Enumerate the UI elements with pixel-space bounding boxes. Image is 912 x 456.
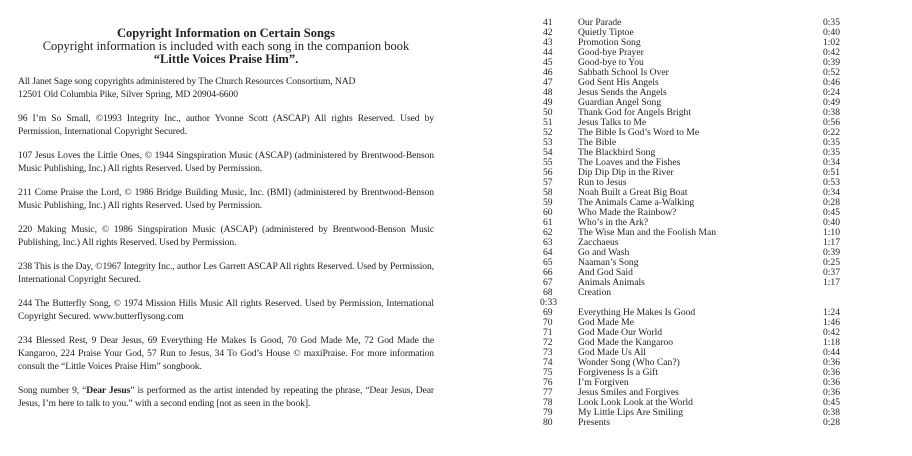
track-number: 68: [543, 287, 553, 298]
track-number: 53: [543, 137, 553, 148]
track-number: 46: [543, 67, 553, 78]
track-number: 54: [543, 147, 553, 158]
track-title: Our Parade: [578, 17, 622, 28]
track-number: 59: [543, 197, 553, 208]
track-title: Jesus Talks to Me: [578, 117, 647, 128]
track-title: Wonder Song (Who Can?): [578, 357, 680, 368]
copyright-paragraph: 238 This is the Day, ©1967 Integrity Inc., author Les Garrett ASCAP All rights Reserved. Used by Permission, International Copyright Secured.: [18, 261, 434, 285]
track-duration: 0:42: [822, 327, 840, 338]
track-number: 51: [543, 117, 553, 128]
track-title: God Made Us All: [578, 347, 646, 358]
track-duration: 0:40: [822, 27, 840, 38]
track-row: [540, 418, 840, 428]
track-title: Look Look Look at the World: [578, 397, 693, 408]
track-number: 73: [543, 347, 553, 358]
track-duration: 0:28: [822, 417, 840, 428]
track-number: 76: [543, 377, 553, 388]
track-number: 42: [543, 27, 553, 38]
track-duration: 0:52: [822, 67, 840, 78]
track-number: 64: [543, 247, 553, 258]
track-title: Quietly Tiptoe: [578, 27, 634, 38]
copyright-paragraph: 234 Blessed Rest, 9 Dear Jesus, 69 Everything He Makes Is Good, 70 God Made Me, 72 God Made the Kangaroo, 224 Praise Your God, 57 Run to Jesus, 34 To God’s House © maxiPraise. For more information consult the “Little Voices Praise Him” songbook.: [18, 335, 434, 372]
track-duration: 0:42: [822, 47, 840, 58]
track-duration: 0:56: [822, 117, 840, 128]
track-number: 75: [543, 367, 553, 378]
track-duration: 0:44: [822, 347, 840, 358]
track-duration: 0:38: [822, 407, 840, 418]
track-number: 80: [543, 417, 553, 428]
copyright-panel: [18, 27, 434, 410]
track-title: Creation: [578, 287, 612, 298]
track-title: God Made the Kangaroo: [578, 337, 674, 348]
track-number: 77: [543, 387, 553, 398]
track-duration: 0:36: [822, 387, 840, 398]
track-number: 57: [543, 177, 553, 188]
track-title: Jesus Sends the Angels: [578, 87, 667, 98]
track-duration: 1:46: [822, 317, 840, 328]
track-title: Promotion Song: [578, 37, 641, 48]
track-duration: 0:53: [822, 177, 840, 188]
track-title: The Bible Is God’s Word to Me: [578, 127, 700, 138]
track-number: 63: [543, 237, 553, 248]
track-number: 49: [543, 97, 553, 108]
track-duration: 0:28: [822, 197, 840, 208]
track-list: [540, 18, 840, 428]
track-title: And God Said: [578, 267, 633, 278]
track-number: 78: [543, 397, 553, 408]
track-duration: 0:46: [822, 77, 840, 88]
copyright-paragraph: 244 The Butterfly Song, © 1974 Mission Hills Music All rights Reserved. Used by Permission, International Copyright Secured. www.butterflysong.com: [18, 298, 434, 322]
copyright-paragraph: 107 Jesus Loves the Little Ones, © 1944 Singspiration Music (ASCAP) (administered by Brentwood-Benson Music Publishing, Inc.) All rights Reserved. Used by Permission.: [18, 150, 434, 174]
track-number: 70: [543, 317, 553, 328]
track-duration: 0:38: [822, 107, 840, 118]
track-title: Who Made the Rainbow?: [578, 207, 677, 218]
copyright-paragraph: 211 Come Praise the Lord, © 1986 Bridge Building Music, Inc. (BMI) (administered by Brentwood-Benson Music Publishing, Inc.) All rights Reserved. Used by Permission.: [18, 187, 434, 211]
track-duration: 0:45: [822, 397, 840, 408]
track-title: Animals Animals: [578, 277, 645, 288]
track-duration: 1:02: [822, 37, 840, 48]
track-duration: 0:34: [822, 157, 840, 168]
track-number: 41: [543, 17, 553, 28]
track-title: Guardian Angel Song: [578, 97, 662, 108]
track-title: The Loaves and the Fishes: [578, 157, 681, 168]
track-title: Dip Dip Dip in the River: [578, 167, 674, 178]
track-number: 62: [543, 227, 553, 238]
track-number: 61: [543, 217, 553, 228]
track-duration: 0:36: [822, 357, 840, 368]
track-title: I’m Forgiven: [578, 377, 629, 388]
track-title: Naaman’s Song: [578, 257, 639, 268]
track-duration: 0:24: [822, 87, 840, 98]
track-title: Run to Jesus: [578, 177, 627, 188]
track-number: 72: [543, 337, 553, 348]
track-duration: 1:10: [822, 227, 840, 238]
track-number: 69: [543, 307, 553, 318]
note-prefix: Song number 9, “: [18, 385, 87, 396]
track-title: Who’s in the Ark?: [578, 217, 649, 228]
track-title: The Wise Man and the Foolish Man: [578, 227, 716, 238]
track-number: 65: [543, 257, 553, 268]
track-duration: 0:49: [822, 97, 840, 108]
track-duration: 0:45: [822, 207, 840, 218]
track-number: 79: [543, 407, 553, 418]
note-suffix: ” is performed as the artist intended by repeating the phrase, “Dear Jesus, Dear Jesus, I’m here to talk to you.” with a second ending [not as seen in the book].: [18, 385, 434, 409]
track-duration: 1:17: [822, 277, 840, 288]
track-duration: 0:39: [822, 247, 840, 258]
admin-notice: [18, 75, 434, 101]
track-title: The Bible: [578, 137, 617, 148]
track-title: Zacchaeus: [578, 237, 619, 248]
track-duration: 0:22: [822, 127, 840, 138]
track-number: 56: [543, 167, 553, 178]
track-duration: 0:39: [822, 57, 840, 68]
track-number: 50: [543, 107, 553, 118]
track-duration: 0:35: [822, 137, 840, 148]
track-title: God Made Me: [578, 317, 634, 328]
track-title: Noah Built a Great Big Boat: [578, 187, 688, 198]
track-duration: 0:36: [822, 367, 840, 378]
track-number: 47: [543, 77, 553, 88]
track-duration: 0:37: [822, 267, 840, 278]
track-title: The Blackbird Song: [578, 147, 656, 158]
track-number: 44: [543, 47, 553, 58]
track-title: Presents: [578, 417, 610, 428]
track-title: Good-bye to You: [578, 57, 644, 68]
track-title: Sabbath School Is Over: [578, 67, 669, 78]
performance-note: [18, 384, 434, 410]
track-title: My Little Lips Are Smiling: [578, 407, 683, 418]
track-number: 48: [543, 87, 553, 98]
track-title: Good-bye Prayer: [578, 47, 644, 58]
track-number: 60: [543, 207, 553, 218]
track-duration: 0:40: [822, 217, 840, 228]
track-duration: 0:51: [822, 167, 840, 178]
track-duration: 0:25: [822, 257, 840, 268]
note-song-title: Dear Jesus: [86, 385, 131, 396]
track-duration: 1:18: [822, 337, 840, 348]
creation-time: 0:33: [540, 297, 558, 308]
copyright-paragraph: 220 Making Music, © 1986 Singspiration Music (ASCAP) (administered by Brentwood-Benson Music Publishing, Inc.) All rights Reserved. Used by Permission.: [18, 224, 434, 248]
track-title: God Made Our World: [578, 327, 663, 338]
admin-line-1: All Janet Sage song copyrights administered by The Church Resources Consortium, NAD: [18, 76, 356, 87]
track-duration: 1:24: [822, 307, 840, 318]
track-number: 45: [543, 57, 553, 68]
track-number: 67: [543, 277, 553, 288]
track-duration: 0:35: [822, 17, 840, 28]
track-duration: 1:17: [822, 237, 840, 248]
track-title: Forgiveness Is a Gift: [578, 367, 659, 378]
track-title: Everything He Makes Is Good: [578, 307, 696, 318]
track-number: 58: [543, 187, 553, 198]
track-title: Thank God for Angels Bright: [578, 107, 691, 118]
copyright-subheading: Copyright information is included with each song in the companion book: [42, 39, 410, 53]
track-number: 66: [543, 267, 553, 278]
track-title: The Animals Came a-Walking: [578, 197, 695, 208]
book-title: “Little Voices Praise Him”.: [153, 52, 299, 66]
track-number: 74: [543, 357, 553, 368]
copyright-heading: Copyright Information on Certain Songs: [116, 26, 336, 40]
track-title: God Sent His Angels: [578, 77, 659, 88]
track-row: [540, 288, 840, 298]
track-number: 71: [543, 327, 553, 338]
track-title: Go and Wash: [578, 247, 630, 258]
admin-line-2: 12501 Old Columbia Pike, Silver Spring, MD 20904-6600: [18, 89, 238, 100]
track-duration: 0:36: [822, 377, 840, 388]
track-duration: 0:34: [822, 187, 840, 198]
track-duration: 0:35: [822, 147, 840, 158]
track-number: 52: [543, 127, 553, 138]
copyright-paragraph: 96 I’m So Small, ©1993 Integrity Inc., author Yvonne Scott (ASCAP) All rights Reserved. Used by Permission, International Copyright Secured.: [18, 113, 434, 137]
track-number: 43: [543, 37, 553, 48]
track-number: 55: [543, 157, 553, 168]
track-title: Jesus Smiles and Forgives: [578, 387, 679, 398]
